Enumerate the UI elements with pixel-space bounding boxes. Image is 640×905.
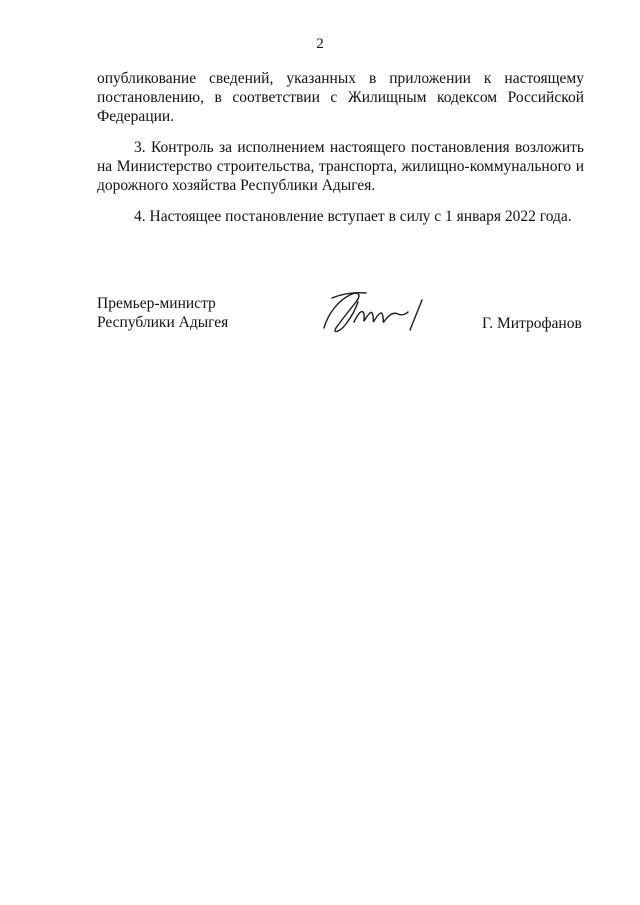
paragraph-control (97, 138, 584, 195)
handwritten-signature (318, 284, 430, 344)
paragraph-line: опубликование сведений, указанных в приложении к настоящему (97, 70, 584, 87)
paragraph-line: постановлению, в соответствии с Жилищным кодексом Российской (97, 89, 584, 106)
paragraph-effective-date (97, 207, 584, 226)
paragraph-line: 4. Настоящее постановление вступает в силу с 1 января 2022 года. (134, 208, 572, 225)
paragraph-line: дорожного хозяйства Республики Адыгея. (97, 177, 376, 194)
paragraph-line: Федерации. (97, 108, 175, 125)
page-number: 2 (316, 36, 324, 52)
paragraph-line: на Министерство строительства, транспорта, жилищно-коммунального и (97, 158, 584, 175)
signatory-position (97, 294, 228, 332)
paragraph-publication (97, 69, 584, 126)
signatory-organization: Республики Адыгея (97, 314, 229, 331)
paragraph-line: 3. Контроль за исполнением настоящего постановления возложить (134, 139, 584, 156)
signatory-title: Премьер-министр (97, 295, 216, 312)
signer-name: Г. Митрофанов (482, 315, 582, 332)
